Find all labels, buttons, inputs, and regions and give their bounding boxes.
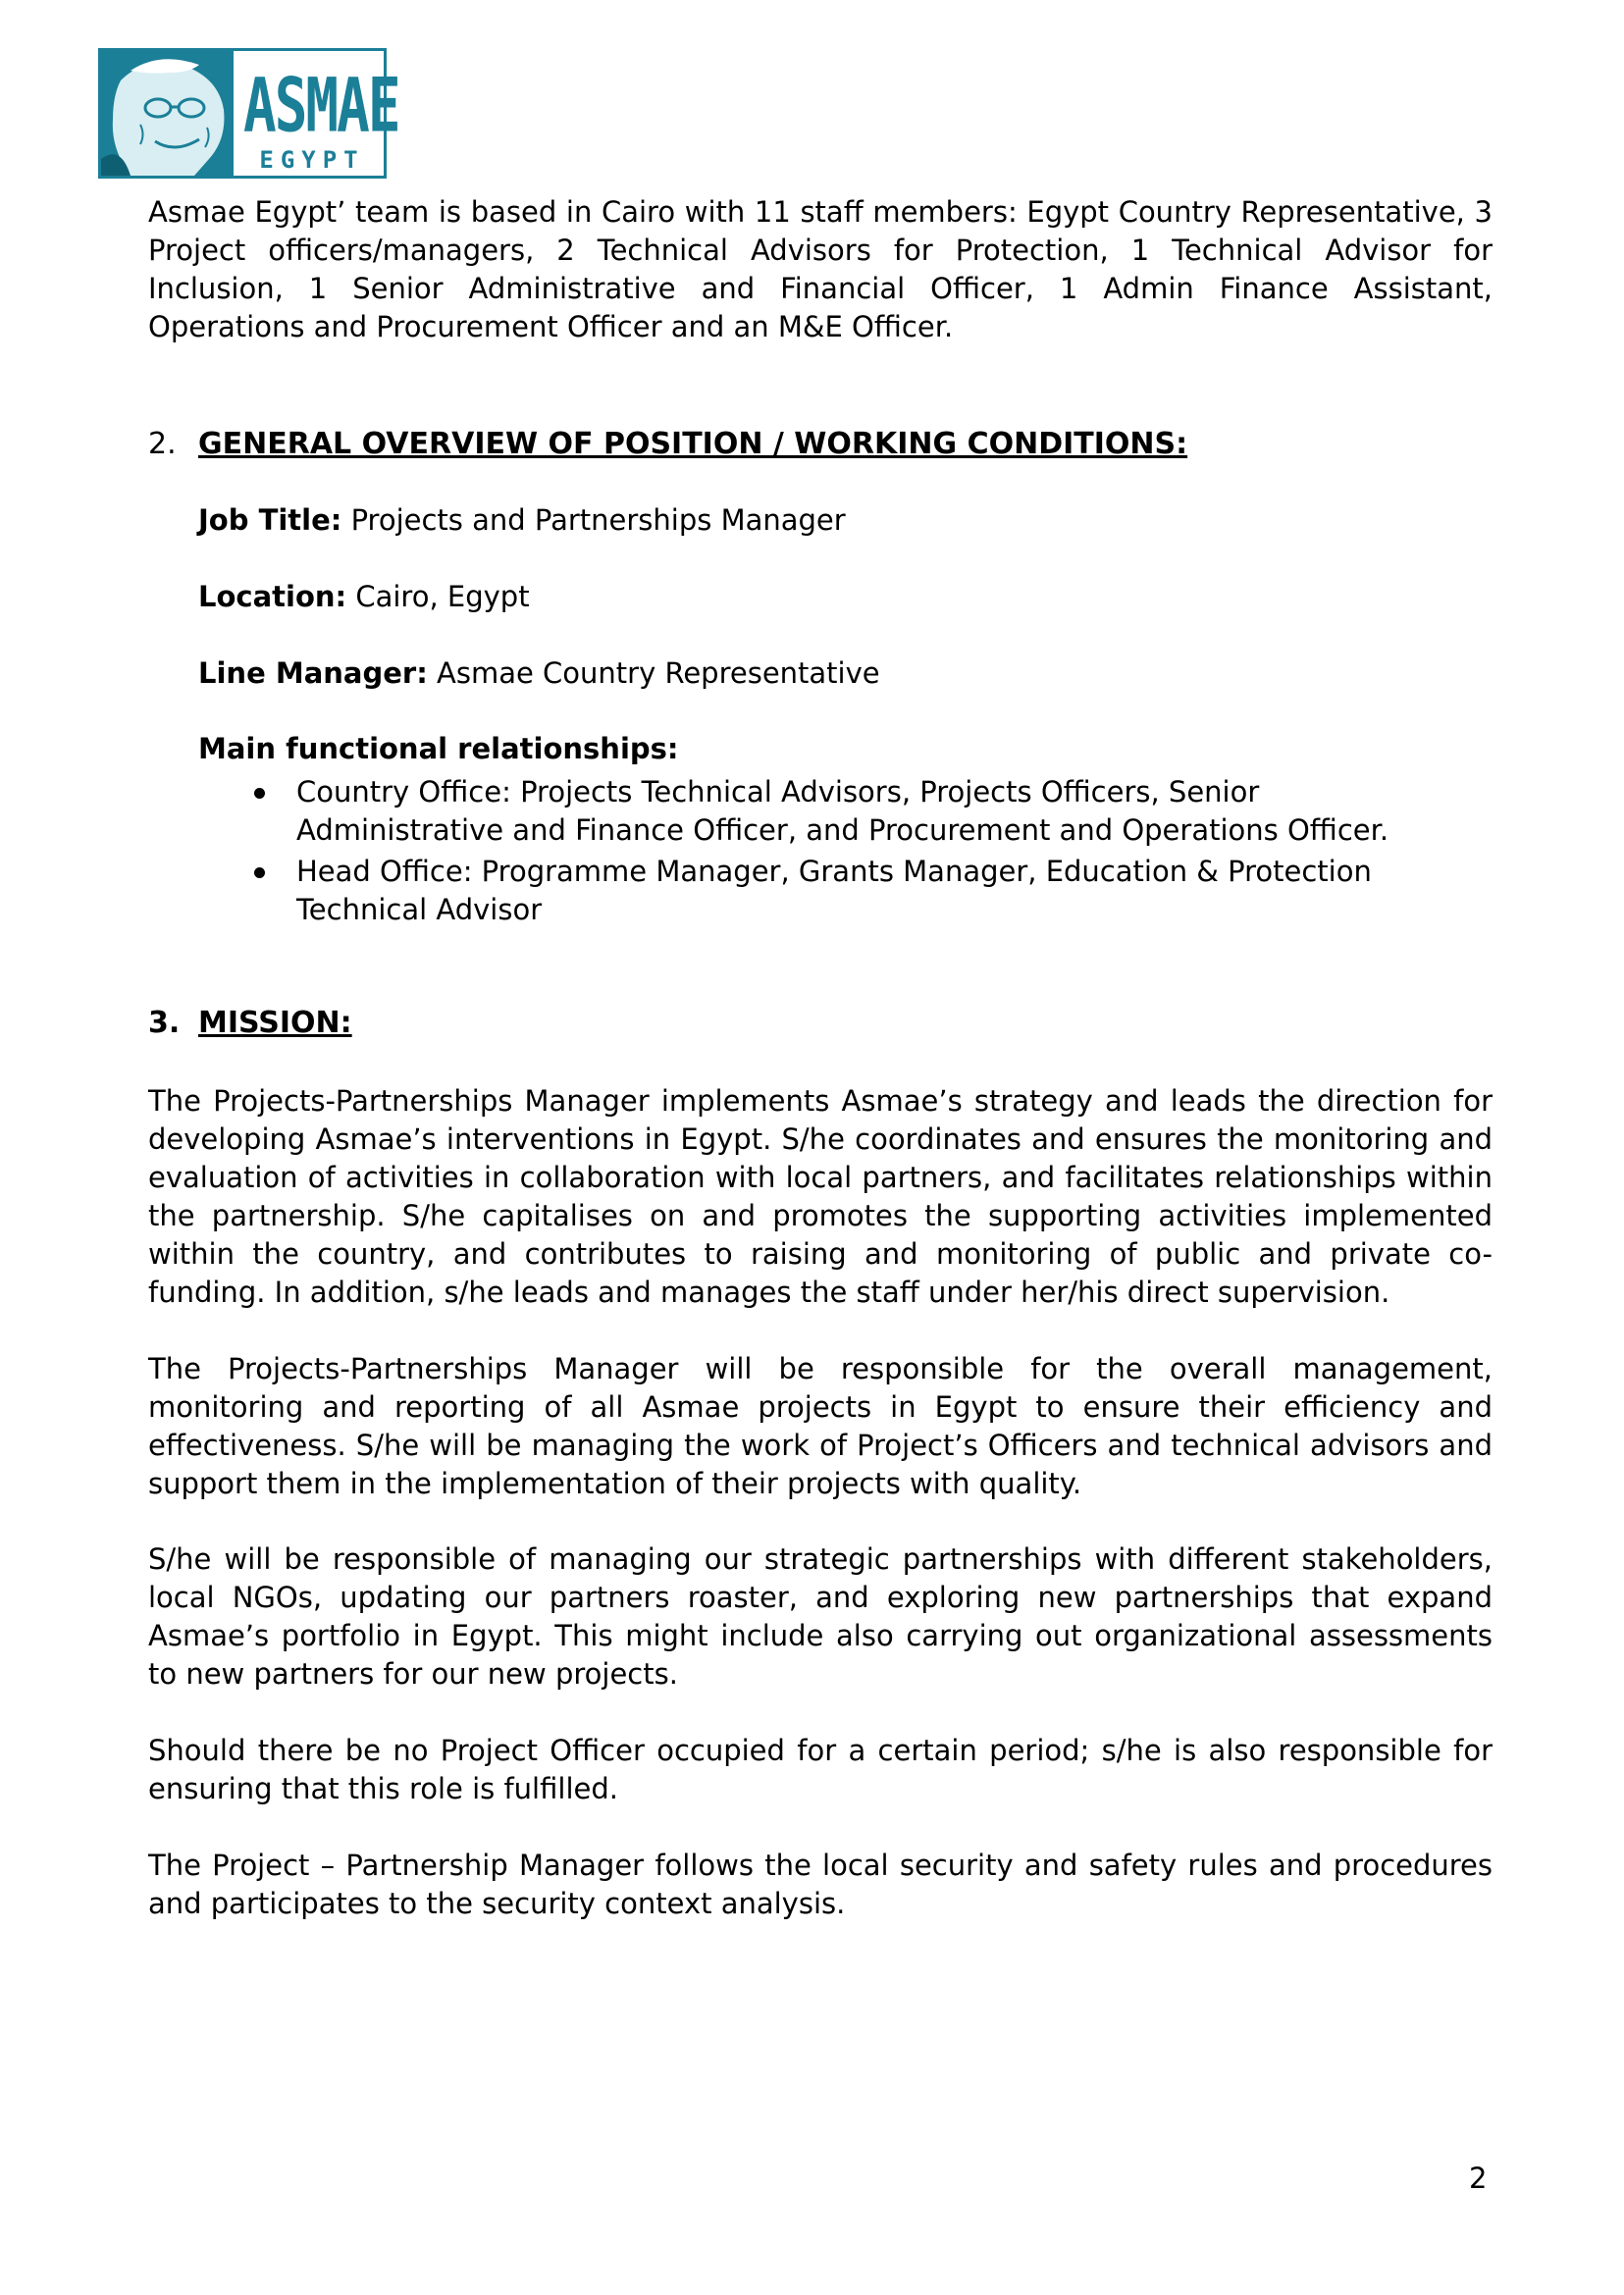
relationships-heading: [198, 730, 679, 768]
logo-word: ASMAE: [243, 63, 399, 150]
mission-paragraph: Should there be no Project Officer occupied for a certain period; s/he is also responsible for ensuring that this role is fulfilled.: [148, 1734, 1493, 1805]
list-item: Country Office: Projects Technical Advisors, Projects Officers, Senior Administrative and Finance Officer, and Procurement and Operations Officer.: [198, 773, 1464, 850]
section-2-number: 2.: [148, 427, 177, 461]
mission-paragraph: The Projects-Partnerships Manager implements Asmae’s strategy and leads the direction for developing Asmae’s interventions in Egypt. S/he coordinates and ensures the monitoring and evaluation of activities in collaboration with local partners, and facilitates relationships within the partnership. S/he capitalises on and promotes the supporting activities implemented within the country, and contributes to raising and monitoring of public and private co-funding. In addition, s/he leads and manages the staff under her/his direct supervision.: [148, 1084, 1493, 1309]
line-manager-value: Asmae Country Representative: [427, 656, 880, 690]
job-title-field: [198, 501, 846, 540]
section-3-heading: [148, 1004, 352, 1043]
section-2-heading: [148, 425, 1187, 464]
relationships-list: [198, 773, 1464, 932]
section-3-number: 3.: [148, 1006, 181, 1040]
list-item: Head Office: Programme Manager, Grants Manager, Education & Protection Technical Advisor: [198, 853, 1464, 929]
job-title-value: Projects and Partnerships Manager: [341, 503, 846, 537]
line-manager-label: Line Manager:: [198, 656, 428, 690]
job-title-label: Job Title:: [198, 503, 342, 537]
portrait-photo-icon: [101, 51, 234, 176]
logo-wordmark: [243, 63, 399, 174]
intro-paragraph: Asmae Egypt’ team is based in Cairo with 11 staff members: Egypt Country Representative, 3 Project officers/managers, 2 Technical Advisors for Protection, 1 Technical Advisor for Inclusion, 1 Senior Administrative and Financial Officer, 1 Admin Finance Assistant, Operations and Procurement Officer and an M&E Officer.: [148, 195, 1493, 343]
location-value: Cairo, Egypt: [346, 580, 530, 613]
asmae-egypt-logo: [98, 48, 399, 179]
section-3-title: MISSION:: [198, 1006, 352, 1040]
page-number: 2: [1469, 2162, 1488, 2195]
mission-paragraph: S/he will be responsible of managing our strategic partnerships with different stakeholders, local NGOs, updating our partners roaster, and exploring new partnerships that expand Asmae’s portfolio in Egypt. This might include also carrying out organizational assessments to new partners for our new projects.: [148, 1542, 1493, 1691]
mission-paragraph: The Projects-Partnerships Manager will be responsible for the overall management, monitoring and reporting of all Asmae projects in Egypt to ensure their efficiency and effectiveness. S/he will be managing the work of Project’s Officers and technical advisors and support them in the implementation of their projects with quality.: [148, 1352, 1493, 1500]
section-2-title: GENERAL OVERVIEW OF POSITION / WORKING CONDITIONS:: [198, 427, 1188, 461]
relationships-label: Main functional relationships:: [198, 732, 679, 765]
line-manager-field: [198, 654, 880, 693]
logo-subtitle: EGYPT: [259, 146, 365, 174]
mission-paragraph: The Project – Partnership Manager follows the local security and safety rules and procedures and participates to the security context analysis.: [148, 1849, 1493, 1920]
location-field: [198, 578, 530, 616]
location-label: Location:: [198, 580, 347, 613]
